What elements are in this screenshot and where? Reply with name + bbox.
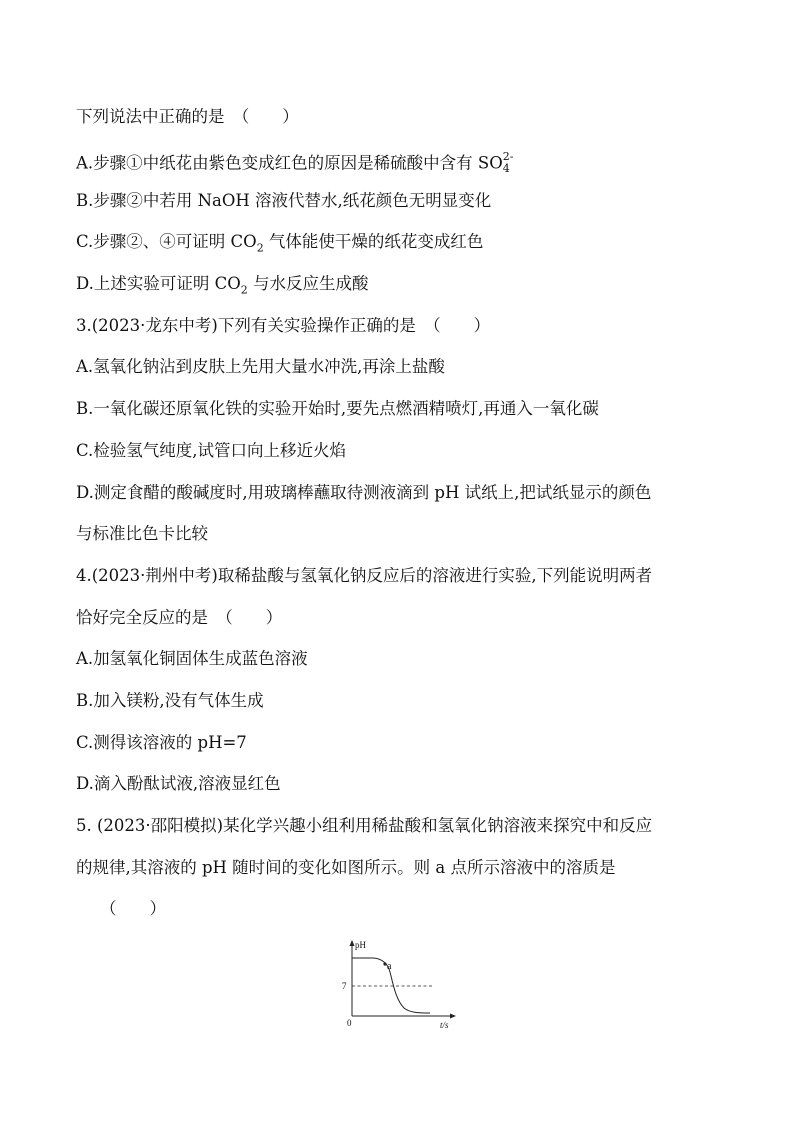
q2-option-a-text: A.步骤①中纸花由紫色变成红色的原因是稀硫酸中含有 SO xyxy=(76,153,503,173)
y-axis-arrow xyxy=(350,940,355,946)
q3-option-c: C.检验氢气纯度,试管口向上移近火焰 xyxy=(76,441,347,460)
point-a-label: a xyxy=(387,961,392,972)
q4-stem-line1: 4.(2023·荆州中考)取稀盐酸与氢氧化钠反应后的溶液进行实验,下列能说明两者 xyxy=(76,566,653,585)
q2-option-d: D.上述实验可证明 $CO_2$ 与水反应生成酸 xyxy=(76,274,369,297)
x-axis-label: t/s xyxy=(440,1020,449,1030)
x-axis-arrow xyxy=(450,1014,456,1019)
q4-stem-line2: 恰好完全反应的是 （ ） xyxy=(76,608,283,627)
q5-stem-line2: 的规律,其溶液的 pH 随时间的变化如图所示。则 a 点所示溶液中的溶质是 xyxy=(76,858,616,877)
q4-option-a: A.加氢氧化铜固体生成蓝色溶液 xyxy=(76,649,308,668)
q3-option-a: A.氢氧化钠沾到皮肤上先用大量水冲洗,再涂上盐酸 xyxy=(76,357,445,376)
y-tick-7-label: 7 xyxy=(342,981,347,991)
sulfate-ion-charge: $^{2-}$ 4 xyxy=(502,150,514,175)
q5-stem-line1: 5. (2023·邵阳模拟)某化学兴趣小组利用稀盐酸和氢氧化钠溶液来探究中和反应 xyxy=(76,816,653,835)
ph-chart-svg xyxy=(340,936,460,1036)
origin-label: 0 xyxy=(347,1018,352,1028)
q3-stem: 3.(2023·龙东中考)下列有关实验操作正确的是 （ ） xyxy=(76,316,491,335)
q4-option-c: C.测得该溶液的 pH=7 xyxy=(76,733,247,752)
ph-time-chart xyxy=(340,936,460,1036)
q4-option-d: D.滴入酚酞试液,溶液显红色 xyxy=(76,774,281,793)
q3-option-b: B.一氧化碳还原氧化铁的实验开始时,要先点燃酒精喷灯,再通入一氧化碳 xyxy=(76,399,599,418)
q2-option-a xyxy=(76,148,513,175)
q2-stem-tail: 下列说法中正确的是 （ ） xyxy=(76,107,299,126)
q2-option-b: B.步骤②中若用 NaOH 溶液代替水,纸花颜色无明显变化 xyxy=(76,191,492,210)
q4-option-b: B.加入镁粉,没有气体生成 xyxy=(76,691,264,710)
q5-stem-line3: （ ） xyxy=(100,899,166,918)
q3-option-d-line1: D.测定食醋的酸碱度时,用玻璃棒蘸取待测液滴到 pH 试纸上,把试纸显示的颜色 xyxy=(76,483,652,502)
q3-option-d-line2: 与标准比色卡比较 xyxy=(76,524,208,543)
q2-option-c: C.步骤②、④可证明 $CO_2$ 气体能使干燥的纸花变成红色 xyxy=(76,232,484,255)
y-axis-label: pH xyxy=(355,940,366,950)
